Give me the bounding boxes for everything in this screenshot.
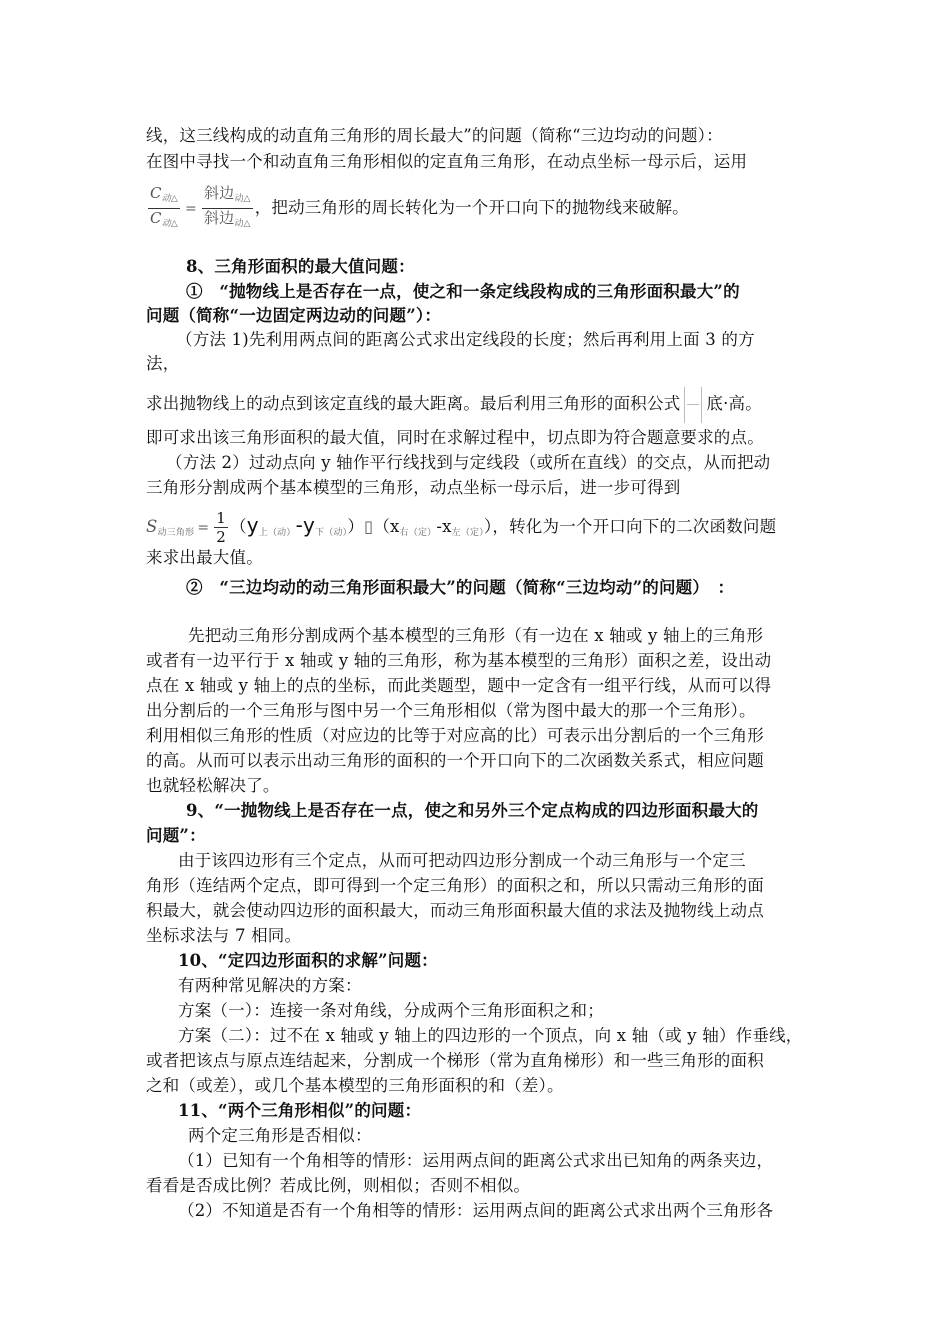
section-heading-9: 问题”： (146, 826, 206, 845)
missing-glyph-box: ▯ (364, 517, 374, 536)
text-line: 或者把该点与原点连结起来，分割成一个梯形（常为直角梯形）和一些三角形的面积 (146, 1051, 764, 1070)
text-line: 出分割后的一个三角形与图中另一个三角形相似（常为图中最大的那一个三角形）。 (146, 701, 756, 720)
text-line: 先把动三角形分割成两个基本模型的三角形（有一边在 x 轴或 y 轴上的三角形 (188, 626, 764, 645)
text-line: 的高。从而可以表示出动三角形的面积的一个开口向下的二次函数关系式，相应问题 (146, 751, 764, 770)
text-line (146, 386, 762, 423)
fraction-perimeter (148, 184, 180, 233)
formula-symbol: C (150, 184, 162, 202)
formula-subscript: 动△ (161, 194, 179, 204)
fraction-hypotenuse (202, 184, 253, 233)
text-line: 来求出最大值。 (146, 548, 263, 567)
formula-symbol: S (146, 517, 158, 536)
subsection-heading: 问题（简称“一边固定两边动的问题”）： (146, 306, 442, 325)
text-line: 三角形分割成两个基本模型的三角形，动点坐标一母示后，进一步可得到 (146, 478, 681, 497)
section-heading-9: 9、“一抛物线上是否存在一点，使之和另外三个定点构成的四边形面积最大的 (186, 801, 759, 820)
text-segment: ），转化为一个开口向下的二次函数问题 (483, 517, 777, 536)
formula-symbol: （x (373, 517, 400, 536)
section-heading-10: 10、“定四边形面积的求解”问题： (178, 951, 438, 970)
text-line: 坐标求法与 7 相同。 (146, 926, 302, 945)
formula-line-perimeter (146, 184, 689, 233)
formula-subscript: 上（动） (258, 528, 296, 538)
text-segment: 底·高。 (706, 394, 762, 413)
text-line: 有两种常见解决的方案： (178, 976, 362, 995)
equals-sign: = (197, 520, 210, 536)
subsection-heading: ① “抛物线上是否存在一点，使之和一条定线段构成的三角形面积最大”的 (186, 282, 740, 301)
text-segment: 求出抛物线上的动点到该定直线的最大距离。最后利用三角形的面积公式 (146, 394, 681, 413)
formula-subscript: 下（动） (315, 528, 348, 538)
text-line: 角形（连结两个定点，即可得到一个定三角形）的面积之和，所以只需动三角形的面 (146, 876, 764, 895)
equals-sign: = (185, 201, 197, 217)
text-line: （1）已知有一个角相等的情形：运用两点间的距离公式求出已知角的两条夹边， (178, 1151, 774, 1170)
text-line: 之和（或差），或几个基本模型的三角形面积的和（差）。 (146, 1076, 564, 1095)
formula-subscript: 动三角形 (157, 528, 195, 538)
text-line: 积最大，就会使动四边形的面积最大，而动三角形面积最大值的求法及抛物线上动点 (146, 901, 764, 920)
text-line: 即可求出该三角形面积的最大值，同时在求解过程中，切点即为符合题意要求的点。 (146, 428, 764, 447)
half-fraction-glyph (684, 387, 702, 423)
section-heading-8: 8、三角形面积的最大值问题： (186, 257, 415, 276)
text-line: 由于该四边形有三个定点，从而可把动四边形分割成一个动三角形与一个定三 (178, 851, 746, 870)
formula-word: 斜边 (203, 209, 235, 227)
text-line: 也就轻松解决了。 (146, 776, 280, 795)
text-line: （方法 2）过动点向 y 轴作平行线找到与定线段（或所在直线）的交点，从而把动 (166, 453, 771, 472)
formula-symbol: -x (436, 517, 452, 536)
formula-subscript: 动△ (234, 219, 251, 229)
formula-symbol: -y (295, 513, 316, 537)
text-line: 看看是否成比例？若成比例，则相似；否则不相似。 (146, 1176, 531, 1195)
text-segment: ，把动三角形的周长转化为一个开口向下的抛物线来破解。 (254, 198, 689, 217)
text-line: 线，这三线构成的动直角三角形的周长最大”的问题（简称“三边均动的问题）： (146, 126, 723, 145)
formula-subscript: 右（定） (399, 528, 437, 538)
text-line: 两个定三角形是否相似： (188, 1126, 372, 1145)
subsection-heading: ② “三边均动的动三角形面积最大”的问题（简称“三边均动”的问题） ： (186, 578, 735, 597)
formula-symbol: C (150, 209, 162, 227)
text-line: 方案（一）：连接一条对角线，分成两个三角形面积之和； (178, 1001, 604, 1020)
fraction-denominator: 2 (216, 528, 227, 546)
text-line: （2）不知道是否有一个角相等的情形：运用两点间的距离公式求出两个三角形各 (178, 1201, 774, 1220)
formula-symbol: y (246, 513, 259, 537)
text-line: 方案（二）：过不在 x 轴或 y 轴上的四边形的一个顶点，向 x 轴（或 y 轴）作垂线， (178, 1026, 803, 1045)
text-line: 利用相似三角形的性质（对应边的比等于对应高的比）可表示出分割后的一个三角形 (146, 726, 764, 745)
formula-paren: （ (230, 517, 247, 536)
text-line: （方法 1)先利用两点间的距离公式求出定线段的长度；然后再利用上面 3 的方 (176, 330, 755, 349)
formula-subscript: 左（定） (451, 528, 484, 538)
text-line: 法， (146, 354, 180, 373)
formula-paren: ） (347, 517, 365, 536)
text-line: 点在 x 轴或 y 轴上的点的坐标，而此类题型，题中一定含有一组平行线，从而可以得 (146, 676, 772, 695)
formula-subscript: 动△ (234, 194, 251, 204)
formula-subscript: 动△ (161, 219, 179, 229)
fraction-numerator: 1 (216, 509, 227, 527)
section-heading-11: 11、“两个三角形相似”的问题： (178, 1101, 422, 1120)
formula-word: 斜边 (203, 184, 235, 202)
text-line: 在图中寻找一个和动直角三角形相似的定直角三角形，在动点坐标一母示后，运用 (146, 152, 748, 171)
text-line: 或者有一边平行于 x 轴或 y 轴的三角形，称为基本模型的三角形）面积之差，设出动 (146, 651, 772, 670)
fraction-half (214, 509, 228, 546)
